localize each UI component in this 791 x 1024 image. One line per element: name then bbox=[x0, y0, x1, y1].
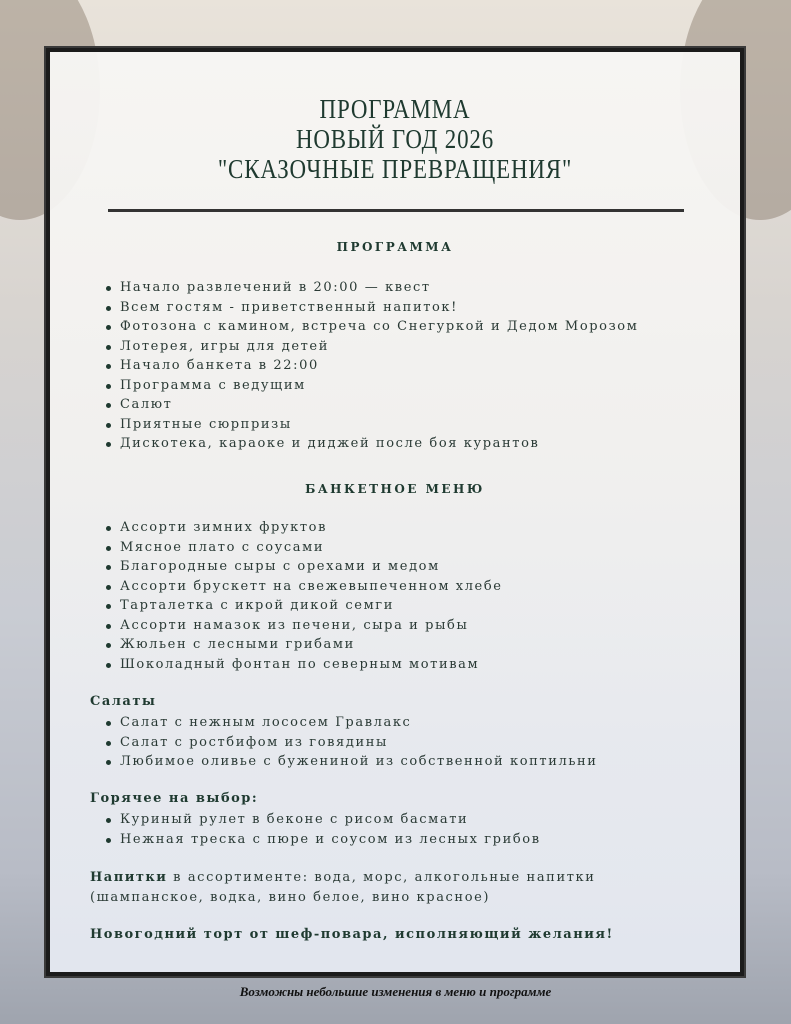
menu-list bbox=[102, 518, 503, 674]
hot-list bbox=[102, 810, 541, 849]
list-item: Нежная треска с пюре и соусом из лесных грибов bbox=[102, 830, 541, 850]
menu-heading: БАНКЕТНОЕ МЕНЮ bbox=[305, 482, 485, 496]
list-item: Мясное плато с соусами bbox=[102, 538, 503, 558]
divider bbox=[108, 209, 684, 212]
drinks-text bbox=[90, 868, 596, 907]
list-item: Салат с ростбифом из говядины bbox=[102, 733, 598, 753]
drinks-label: Напитки bbox=[90, 870, 168, 885]
page-title bbox=[102, 94, 689, 184]
list-item: Всем гостям - приветственный напиток! bbox=[102, 298, 638, 318]
list-item: Шоколадный фонтан по северным мотивам bbox=[102, 655, 503, 675]
list-item: Приятные сюрпризы bbox=[102, 415, 638, 435]
program-heading: ПРОГРАММА bbox=[336, 240, 454, 254]
program-list bbox=[102, 278, 638, 454]
title-line: ПРОГРАММА bbox=[319, 94, 471, 124]
list-item: Ассорти намазок из печени, сыра и рыбы bbox=[102, 616, 503, 636]
drinks-description: (шампанское, водка, вино белое, вино красное) bbox=[90, 889, 491, 905]
list-item: Начало развлечений в 20:00 — квест bbox=[102, 278, 638, 298]
list-item: Дискотека, караоке и диджей после боя курантов bbox=[102, 434, 638, 454]
drinks-description: в ассортименте: вода, морс, алкогольные напитки bbox=[167, 870, 596, 885]
list-item: Любимое оливье с бужениной из собственной коптильни bbox=[102, 752, 598, 772]
cake-text: Новогодний торт от шеф-повара, исполняющий желания! bbox=[90, 927, 614, 942]
list-item: Начало банкета в 22:00 bbox=[102, 356, 638, 376]
list-item: Тарталетка с икрой дикой семги bbox=[102, 596, 503, 616]
list-item: Благородные сыры с орехами и медом bbox=[102, 557, 503, 577]
salads-heading: Салаты bbox=[90, 694, 157, 709]
list-item: Куриный рулет в беконе с рисом басмати bbox=[102, 810, 541, 830]
list-item: Салют bbox=[102, 395, 638, 415]
list-item: Ассорти зимних фруктов bbox=[102, 518, 503, 538]
hot-heading: Горячее на выбор: bbox=[90, 791, 259, 806]
title-line: НОВЫЙ ГОД 2026 bbox=[295, 124, 495, 154]
list-item: Лотерея, игры для детей bbox=[102, 337, 638, 357]
list-item: Ассорти брускетт на свежевыпеченном хлебе bbox=[102, 577, 503, 597]
list-item: Программа с ведущим bbox=[102, 376, 638, 396]
salads-list bbox=[102, 713, 598, 772]
title-line: "СКАЗОЧНЫЕ ПРЕВРАЩЕНИЯ" bbox=[217, 154, 573, 184]
program-card bbox=[46, 48, 744, 976]
list-item: Салат с нежным лососем Гравлакс bbox=[102, 713, 598, 733]
list-item: Жюльен с лесными грибами bbox=[102, 635, 503, 655]
footer-note: Возможны небольшие изменения в меню и программе bbox=[239, 984, 552, 999]
list-item: Фотозона с камином, встреча со Снегуркой и Дедом Морозом bbox=[102, 317, 638, 337]
